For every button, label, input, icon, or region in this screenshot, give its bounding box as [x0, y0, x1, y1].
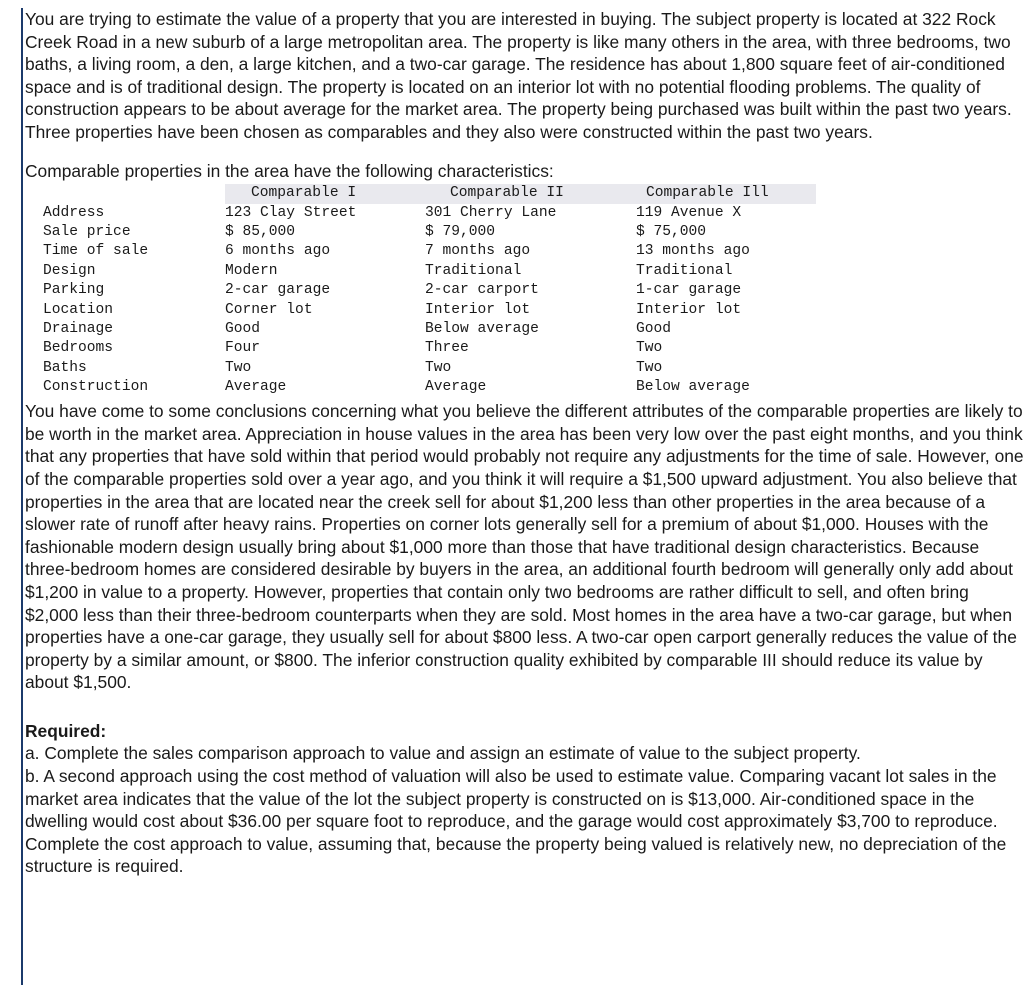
- required-part-b: b. A second approach using the cost method of valuation will also be used to estimate value. Comparing vacant lot sales in the market area indicates that the value of the lot the subject property is constructed on is $13,000. Air-conditioned space in the dwelling would cost about $36.00 per square foot to reproduce, and the garage would cost approximately $3,700 to reproduce. Complete the cost approach to value, assuming that, because the property being valued is relatively new, no depreciation of the structure is required.: [25, 766, 1007, 877]
- row-label: Design: [43, 262, 96, 279]
- table-cell: 2-car carport: [425, 282, 539, 299]
- table-cell: 1-car garage: [636, 282, 742, 299]
- table-cell: 301 Cherry Lane: [425, 204, 557, 221]
- table-cell: 6 months ago: [225, 243, 331, 260]
- comparables-table: [25, 184, 816, 397]
- table-cell: $ 79,000: [425, 223, 496, 240]
- table-cell: Modern: [225, 262, 278, 279]
- table-cell: Four: [225, 340, 261, 357]
- required-part-a: a. Complete the sales comparison approach to value and assign an estimate of value to the subject property.: [25, 743, 861, 764]
- header-comparable-3: Comparable Ill: [636, 184, 816, 203]
- table-row: [25, 281, 816, 300]
- table-cell: Two: [425, 359, 452, 376]
- row-label: Sale price: [43, 223, 131, 240]
- table-row: [25, 378, 816, 397]
- row-label: Drainage: [43, 321, 114, 337]
- row-label: Construction: [43, 379, 149, 396]
- table-cell: Three: [425, 340, 469, 357]
- table-cell: Interior lot: [636, 301, 742, 318]
- table-cell: 7 months ago: [425, 243, 531, 260]
- problem-document: [21, 8, 1024, 985]
- table-cell: 119 Avenue X: [636, 204, 742, 221]
- row-label: Address: [43, 204, 105, 221]
- comparables-table-wrap: [25, 182, 1024, 398]
- table-cell: Below average: [636, 379, 750, 396]
- table-header-row: [25, 184, 816, 203]
- conclusions-paragraph: You have come to some conclusions concerning what you believe the different attributes of the comparable properties are likely to be worth in the market area. Appreciation in house values in the area has been very low over the past eight months, and you think that any properties that have sold within that period would probably not require any adjustments for the time of sale. However, one of the comparable properties sold over a year ago, and you think it will require a $1,500 upward adjustment. You also believe that properties in the area that are located near the creek sell for about $1,200 less than other properties in the area because of a slower rate of runoff after heavy rains. Properties on corner lots generally sell for a premium of about $1,000. Houses with the fashionable modern design usually bring about $1,000 more than those that have traditional design characteristics. Because three-bedroom homes are considered desirable by buyers in the area, an additional fourth bedroom will generally only add about $1,200 in value to a property. However, properties that contain only two bedrooms are rather difficult to sell, and often bring $2,000 less than their three-bedroom counterparts when they are sold. Most homes in the area have a two-car garage, but when properties have a one-car garage, they usually sell for about $800 less. A two-car open carport generally reduces the value of the property by a similar amount, or $800. The inferior construction quality exhibited by comparable III should reduce its value by about $1,500.: [25, 401, 1024, 693]
- table-row: [25, 359, 816, 378]
- table-cell: Corner lot: [225, 301, 313, 318]
- table-cell: Traditional: [425, 262, 522, 279]
- table-intro: Comparable properties in the area have the following characteristics:: [25, 160, 554, 181]
- table-cell: Average: [425, 379, 487, 396]
- table-row: [25, 204, 816, 223]
- row-label: Time of sale: [43, 243, 149, 260]
- table-row: [25, 301, 816, 320]
- table-row: [25, 262, 816, 281]
- table-row: [25, 320, 816, 339]
- table-cell: Good: [636, 321, 672, 337]
- row-label: Parking: [43, 282, 105, 299]
- table-cell: 123 Clay Street: [225, 204, 357, 221]
- table-cell: Below average: [425, 321, 539, 337]
- table-cell: Two: [225, 359, 252, 376]
- table-cell: 2-car garage: [225, 282, 331, 299]
- header-blank: [25, 184, 225, 203]
- table-cell: Interior lot: [425, 301, 531, 318]
- row-label: Location: [43, 301, 114, 318]
- table-row: [25, 242, 816, 261]
- table-row: [25, 339, 816, 358]
- table-cell: Traditional: [636, 262, 733, 279]
- table-cell: $ 75,000: [636, 223, 707, 240]
- table-cell: Average: [225, 379, 287, 396]
- header-comparable-2: Comparable II: [425, 184, 636, 203]
- row-label: Baths: [43, 359, 87, 376]
- table-row: [25, 223, 816, 242]
- row-label: Bedrooms: [43, 340, 114, 357]
- table-cell: 13 months ago: [636, 243, 750, 260]
- table-cell: Two: [636, 359, 663, 376]
- table-cell: $ 85,000: [225, 223, 296, 240]
- table-cell: Two: [636, 340, 663, 357]
- header-comparable-1: Comparable I: [225, 184, 425, 203]
- required-heading: Required:: [25, 720, 107, 741]
- table-cell: Good: [225, 321, 261, 337]
- intro-paragraph: You are trying to estimate the value of a property that you are interested in buying. The subject property is located at 322 Rock Creek Road in a new suburb of a large metropolitan area. The property is like many others in the area, with three bedrooms, two baths, a living room, a den, a large kitchen, and a two-car garage. The residence has about 1,800 square feet of air-conditioned space and is of traditional design. The property is located on an interior lot with no potential flooding problems. The quality of construction appears to be about average for the market area. The property being purchased was built within the past two years. Three properties have been chosen as comparables and they also were constructed within the past two years.: [25, 9, 1012, 142]
